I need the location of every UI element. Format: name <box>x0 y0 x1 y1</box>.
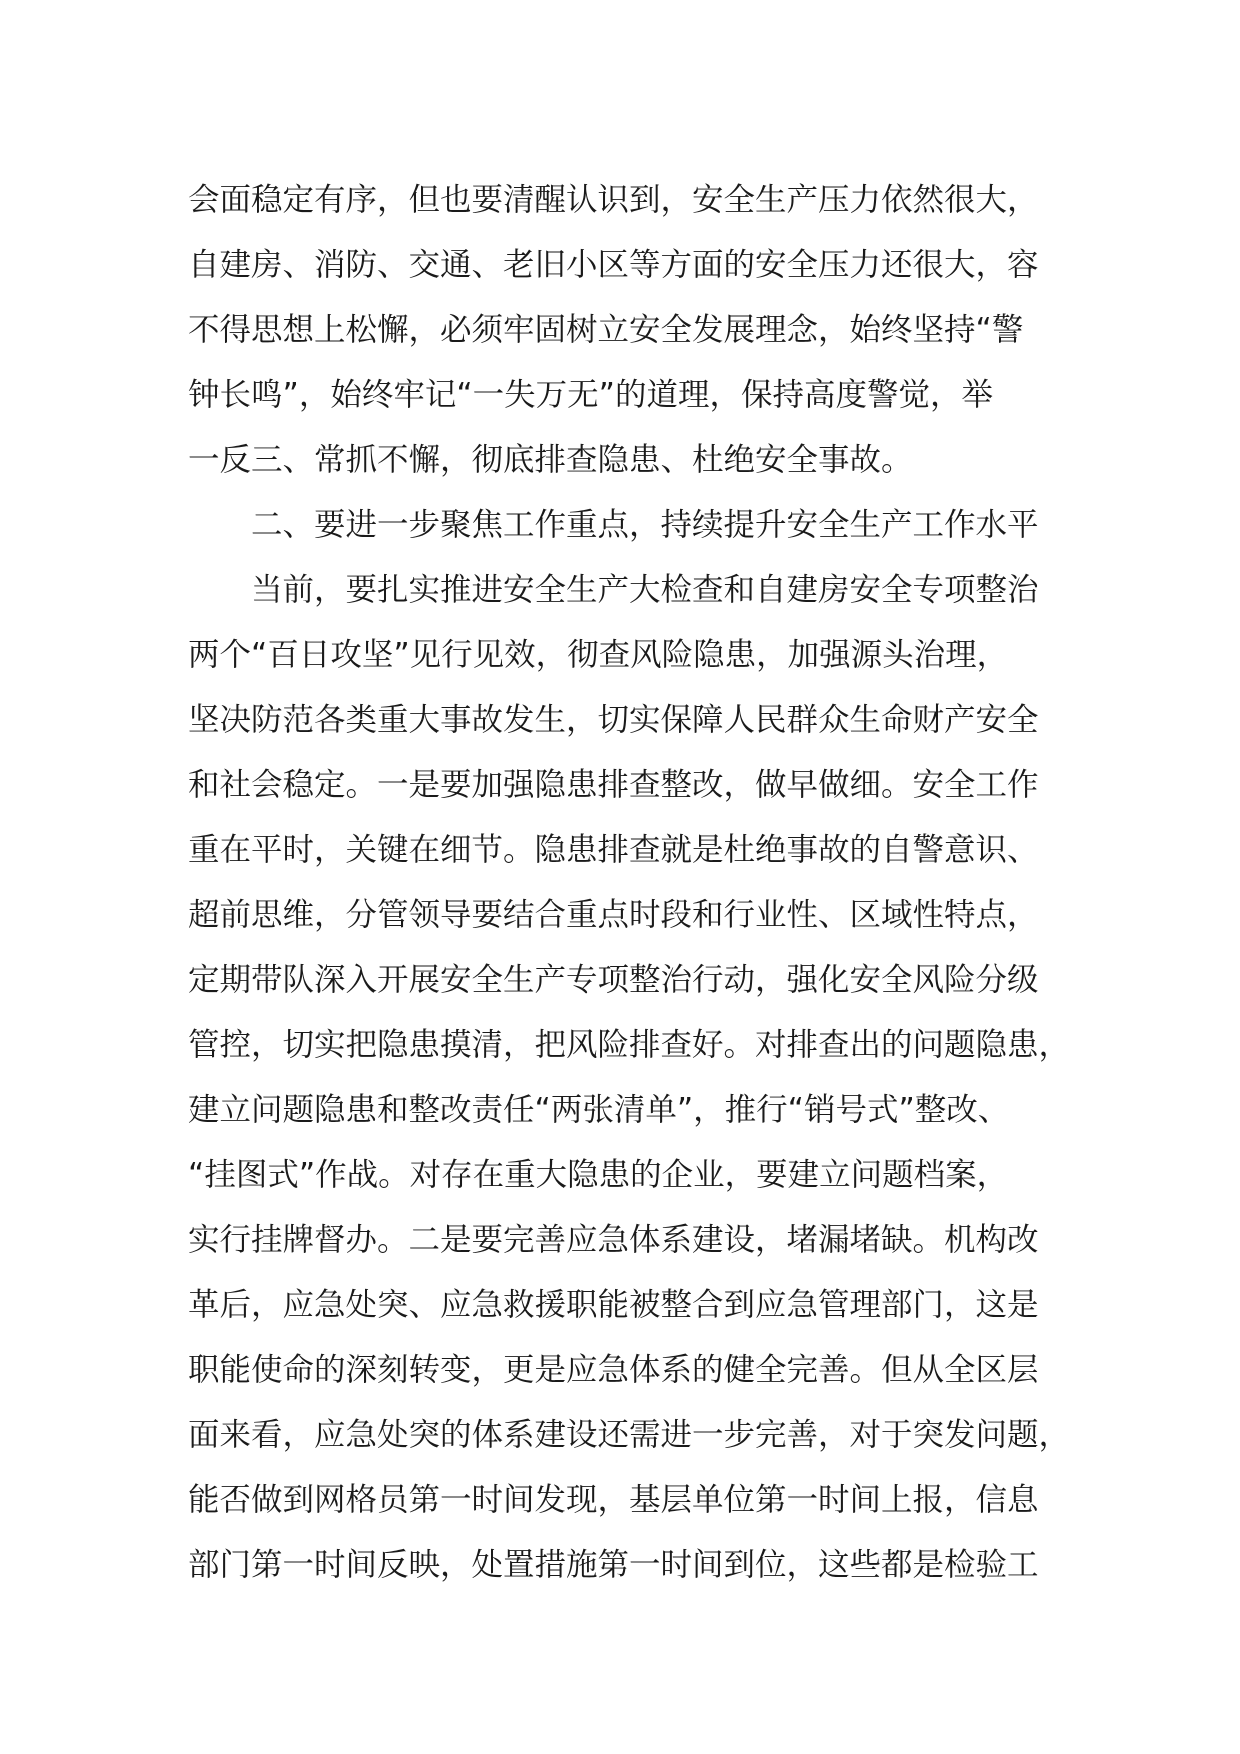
document-body <box>188 168 1088 1598</box>
text-line: 超前思维，分管领导要结合重点时段和行业性、区域性特点， <box>188 897 1039 933</box>
text-line: 实行挂牌督办。二是要完善应急体系建设，堵漏堵缺。机构改 <box>188 1222 1039 1258</box>
text-line: 能否做到网格员第一时间发现，基层单位第一时间上报，信息 <box>188 1482 1039 1518</box>
text-line: 职能使命的深刻转变，更是应急体系的健全完善。但从全区层 <box>188 1352 1039 1388</box>
text-line: 当前，要扎实推进安全生产大检查和自建房安全专项整治 <box>188 572 1039 608</box>
text-line: 坚决防范各类重大事故发生，切实保障人民群众生命财产安全 <box>188 702 1039 738</box>
text-line: 两个“百日攻坚”见行见效，彻查风险隐患，加强源头治理， <box>188 637 1009 673</box>
text-line: 自建房、消防、交通、老旧小区等方面的安全压力还很大，容 <box>188 247 1039 283</box>
text-line: 和社会稳定。一是要加强隐患排查整改，做早做细。安全工作 <box>188 767 1039 803</box>
text-line: 会面稳定有序，但也要清醒认识到，安全生产压力依然很大， <box>188 182 1039 218</box>
text-line: 钟长鸣”，始终牢记“一失万无”的道理，保持高度警觉，举 <box>188 377 993 413</box>
text-line: 面来看，应急处突的体系建设还需进一步完善，对于突发问题， <box>188 1417 1071 1453</box>
text-line: 定期带队深入开展安全生产专项整治行动，强化安全风险分级 <box>188 962 1039 998</box>
text-line: 建立问题隐患和整改责任“两张清单”，推行“销号式”整改、 <box>188 1092 1010 1128</box>
text-line: 一反三、常抓不懈，彻底排查隐患、杜绝安全事故。 <box>188 442 913 478</box>
text-line: 部门第一时间反映，处置措施第一时间到位，这些都是检验工 <box>188 1547 1039 1583</box>
text-line: 管控，切实把隐患摸清，把风险排查好。对排查出的问题隐患， <box>188 1027 1071 1063</box>
section-heading: 二、要进一步聚焦工作重点，持续提升安全生产工作水平 <box>188 507 1039 543</box>
text-line: 不得思想上松懈，必须牢固树立安全发展理念，始终坚持“警 <box>188 312 1024 348</box>
text-line: “挂图式”作战。对存在重大隐患的企业，要建立问题档案， <box>188 1157 1009 1193</box>
text-line: 革后，应急处突、应急救援职能被整合到应急管理部门，这是 <box>188 1287 1039 1323</box>
text-line: 重在平时，关键在细节。隐患排查就是杜绝事故的自警意识、 <box>188 832 1039 868</box>
